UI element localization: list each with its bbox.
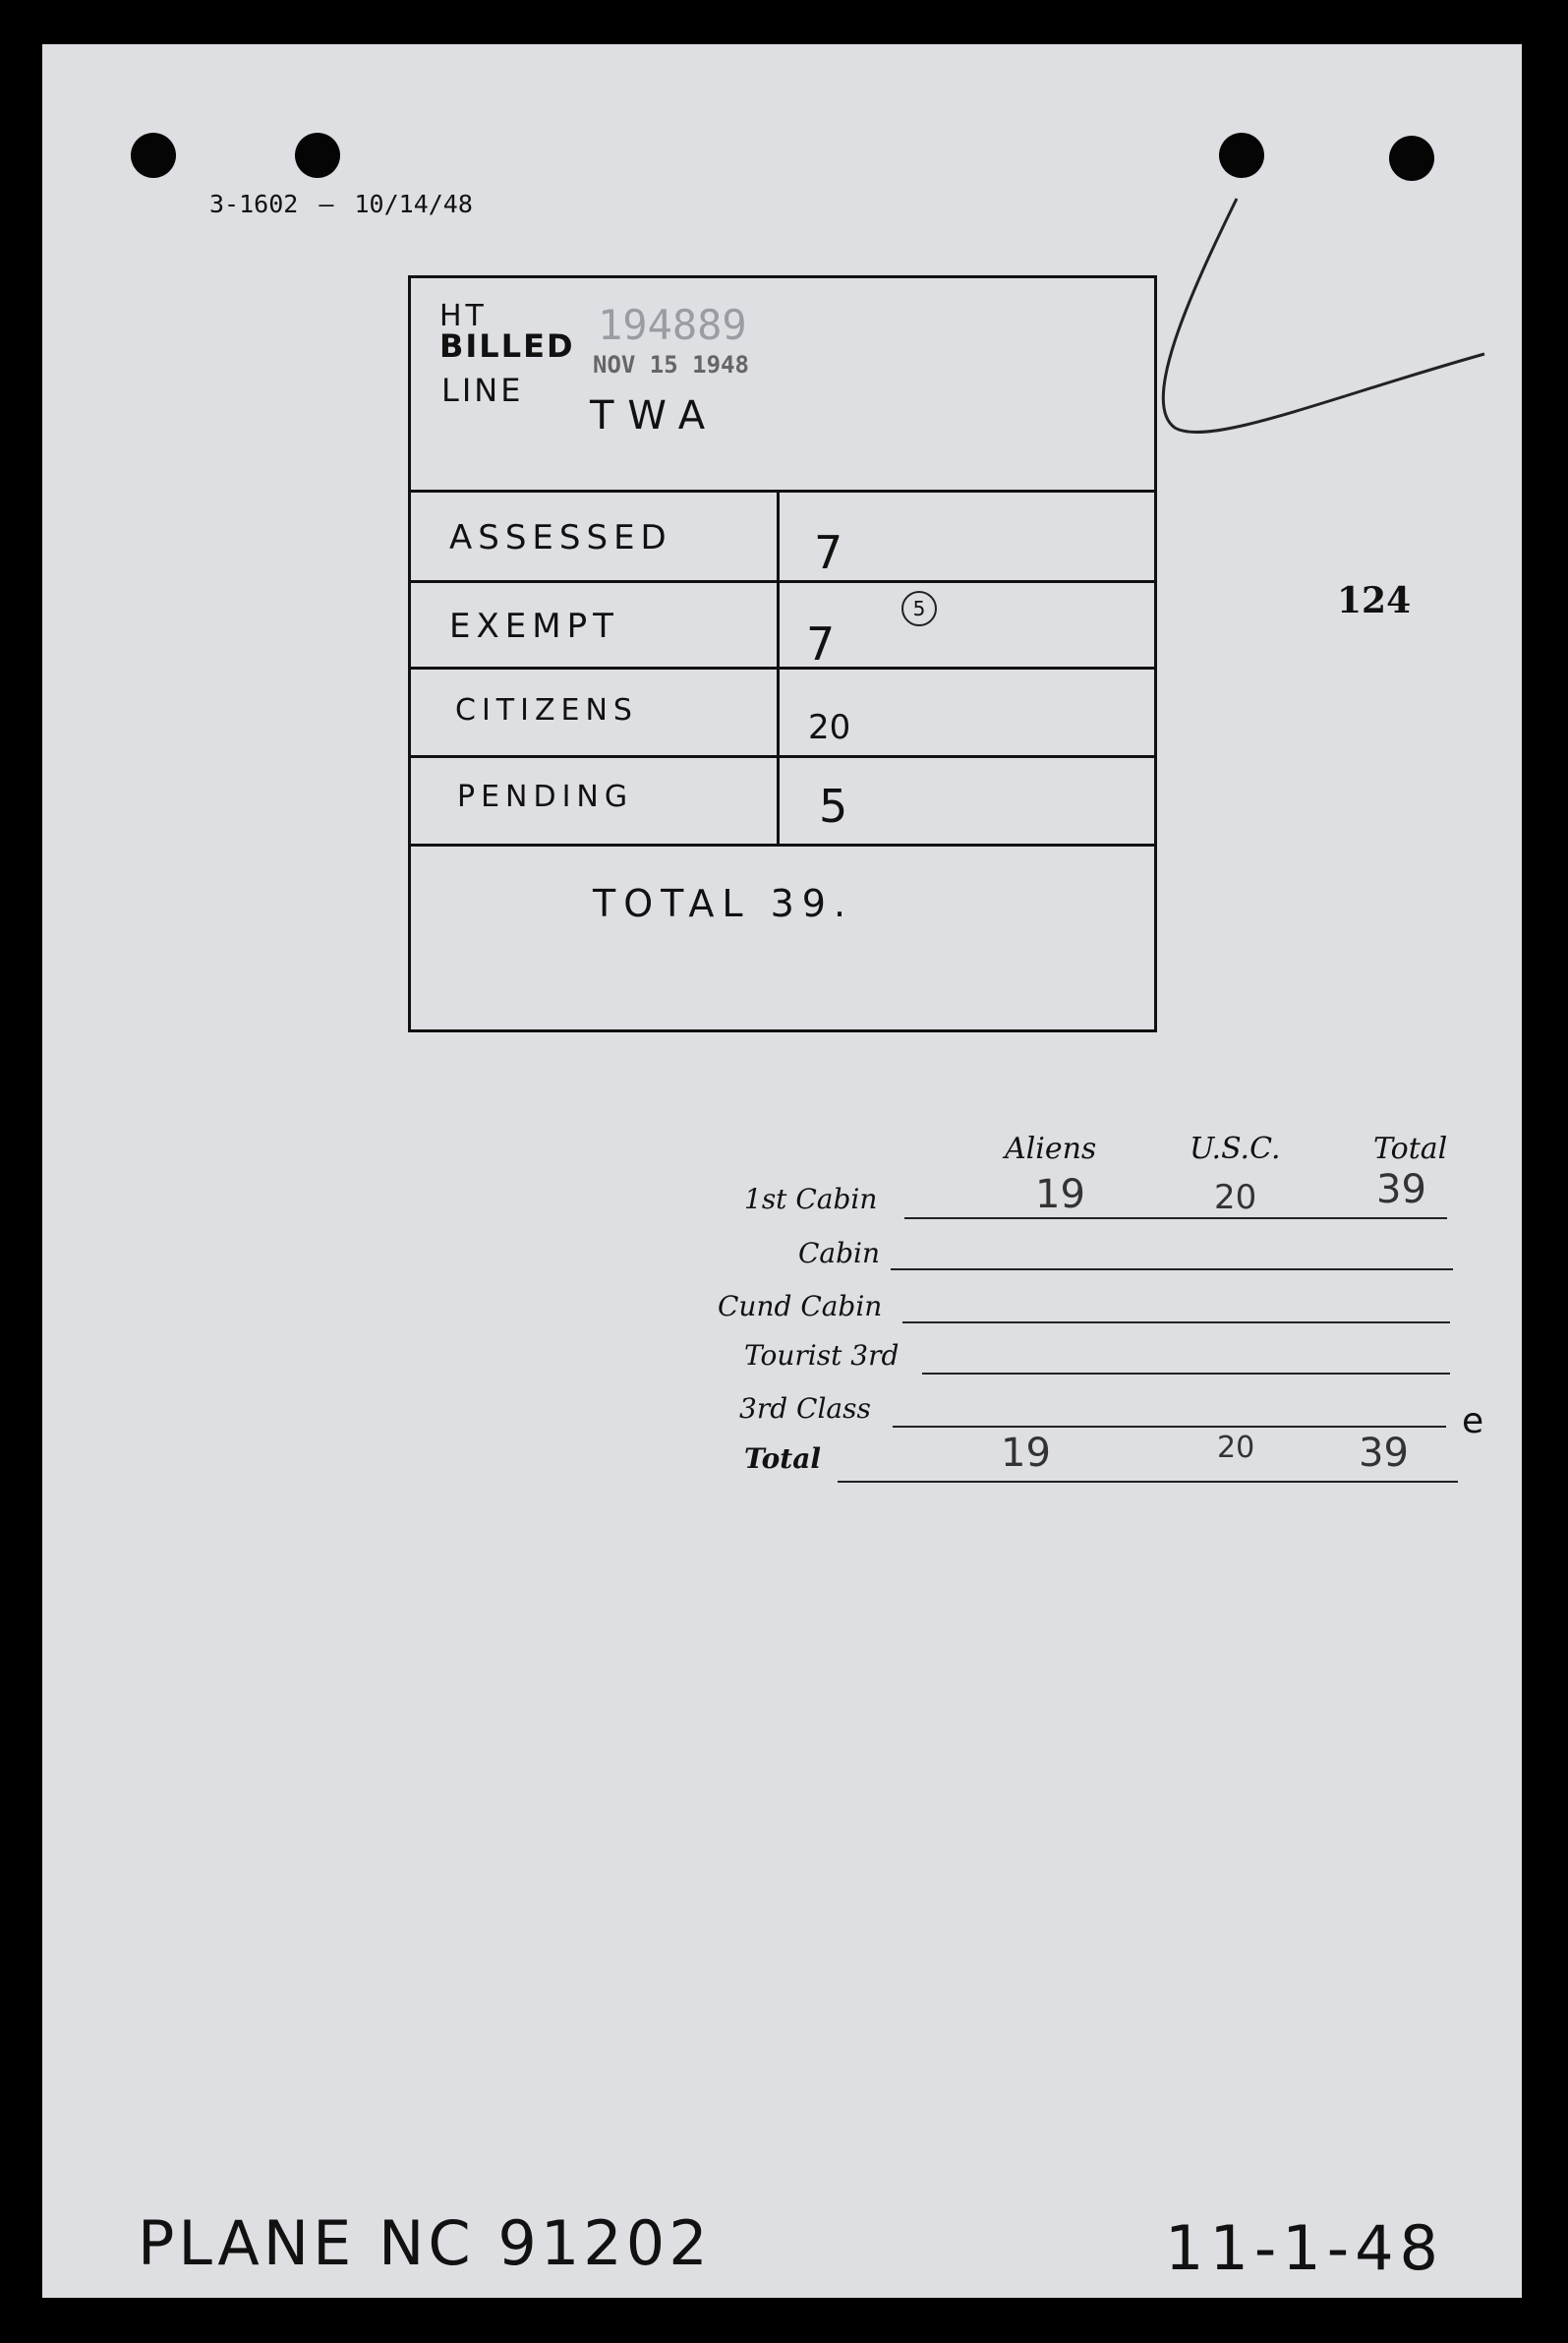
header-reference (209, 190, 473, 218)
class-row-label-total: Total (744, 1442, 822, 1475)
punch-hole-4 (1389, 136, 1434, 181)
box-column-divider (777, 490, 780, 846)
class-row-label-tourist-3rd: Tourist 3rd (744, 1339, 900, 1372)
punch-hole-2 (295, 133, 340, 178)
punch-hole-1 (131, 133, 176, 178)
footer-date: 11-1-48 (1165, 2212, 1444, 2284)
row-label-exempt: EXEMPT (449, 607, 619, 646)
punch-hole-3 (1219, 133, 1264, 178)
box-divider-5 (408, 844, 1157, 847)
check-mark-stroke (1131, 187, 1504, 452)
class-row-line-3 (902, 1321, 1450, 1323)
box-divider-2 (408, 580, 1157, 583)
row-value-pending: 5 (819, 780, 848, 833)
class-row-usc-1: 20 (1214, 1178, 1257, 1217)
header-dash: — (319, 190, 334, 218)
billed-date-stamp: NOV 15 1948 (593, 351, 749, 379)
row-label-pending: PENDING (457, 780, 634, 814)
row-label-assessed: ASSESSED (449, 518, 672, 557)
class-row-aliens-total: 19 (1001, 1431, 1051, 1476)
col-header-usc: U.S.C. (1190, 1132, 1281, 1166)
line-label: LINE (441, 372, 524, 409)
header-date: 10/14/48 (354, 190, 473, 218)
box-total: TOTAL 39. (593, 882, 854, 925)
class-row-usc-total: 20 (1217, 1431, 1255, 1465)
row-value-assessed: 7 (814, 526, 843, 579)
footer-plane: PLANE NC 91202 (138, 2207, 712, 2279)
page-number: 124 (1337, 580, 1412, 621)
row-value-exempt: 7 (806, 617, 836, 671)
circled-note-text: 5 (912, 597, 926, 620)
class-row-label-cabin: Cabin (798, 1237, 881, 1269)
class-row-total-1: 39 (1376, 1167, 1426, 1212)
header-ref: 3-1602 (209, 190, 299, 218)
class-row-label-1st-cabin: 1st Cabin (744, 1183, 878, 1215)
class-row-line-2 (891, 1268, 1453, 1270)
class-row-line-4 (922, 1373, 1450, 1375)
class-row-line-5 (893, 1426, 1446, 1428)
class-row-label-cund-cabin: Cund Cabin (718, 1290, 883, 1322)
box-divider-4 (408, 755, 1157, 758)
box-divider-3 (408, 667, 1157, 670)
class-table-side-mark: e (1462, 1401, 1484, 1441)
col-header-aliens: Aliens (1005, 1132, 1097, 1166)
class-row-line-1 (904, 1217, 1447, 1219)
line-value: TWA (590, 393, 720, 439)
class-row-label-3rd-class: 3rd Class (739, 1392, 871, 1425)
box-divider-1 (408, 490, 1157, 493)
row-label-citizens: CITIZENS (455, 693, 638, 728)
billed-label: BILLED (439, 327, 575, 365)
billed-number-stamp: 194889 (598, 301, 747, 349)
class-row-aliens-1: 19 (1035, 1172, 1085, 1217)
col-header-total: Total (1373, 1132, 1448, 1166)
class-row-total-total: 39 (1359, 1431, 1409, 1476)
circled-note (901, 591, 937, 626)
class-row-line-6 (838, 1481, 1458, 1483)
ht-label: HT (439, 299, 488, 333)
row-value-citizens: 20 (808, 708, 851, 747)
